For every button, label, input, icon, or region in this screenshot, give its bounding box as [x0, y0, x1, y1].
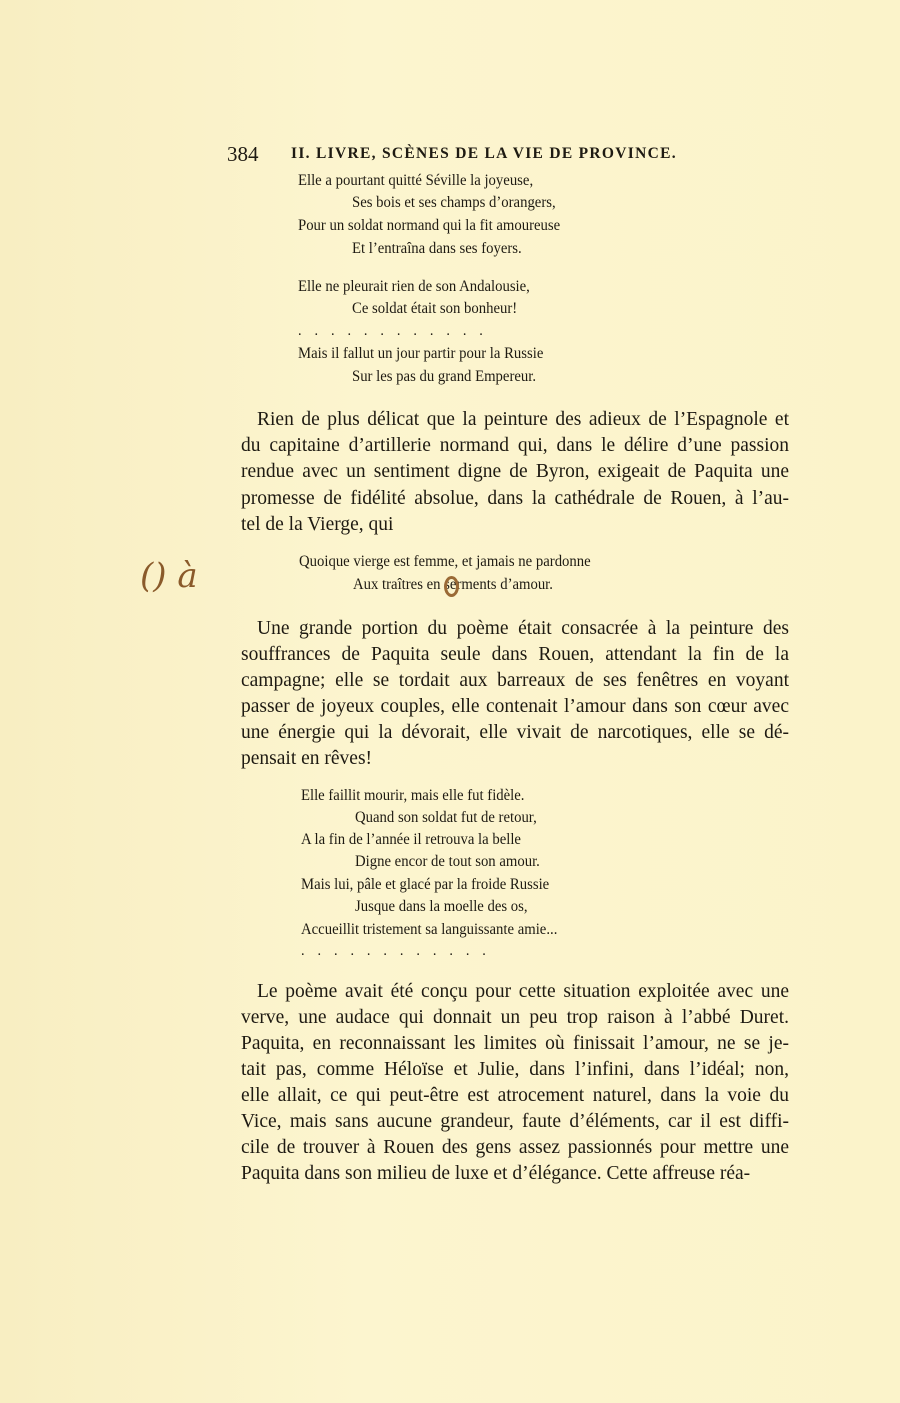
- prose-line: Vice, mais sans aucune grandeur, faute d’éléments, car il est diffi-: [241, 1111, 789, 1132]
- verse-line: Jusque dans la moelle des os,: [355, 898, 528, 915]
- prose-line: campagne; elle se tordait aux barreaux de ses fenêtres en voyant: [241, 670, 789, 691]
- prose-line: verve, une audace qui donnait un peu trop raison à l’abbé Duret.: [241, 1007, 789, 1028]
- prose-line: souffrances de Paquita seule dans Rouen, attendant la fin de la: [241, 644, 789, 665]
- verse-line: Ce soldat était son bonheur!: [352, 300, 518, 317]
- ellipsis-row: ............: [298, 323, 496, 339]
- verse-line: A la fin de l’année il retrouva la belle: [301, 831, 521, 848]
- prose-line: passer de joyeux couples, elle contenait l’amour dans son cœur avec: [241, 696, 789, 717]
- prose-line: une énergie qui la dévorait, elle vivait de narcotiques, elle se dé-: [241, 722, 789, 743]
- verse-line: Quand son soldat fut de retour,: [355, 809, 537, 826]
- verse-line: Digne encor de tout son amour.: [355, 853, 540, 870]
- verse-line: Elle faillit mourir, mais elle fut fidèle.: [301, 787, 525, 804]
- prose-line: elle allait, ce qui peut-être est atrocement naturel, dans la voie du: [241, 1085, 789, 1106]
- verse-line: Aux traîtres en serments d’amour.: [353, 576, 553, 593]
- verse-line: Mais il fallut un jour partir pour la Russie: [298, 345, 544, 362]
- prose-line: tait pas, comme Héloïse et Julie, dans l’infini, dans l’idéal; non,: [241, 1059, 789, 1080]
- verse-line: Quoique vierge est femme, et jamais ne pardonne: [299, 553, 591, 570]
- verse-line: Pour un soldat normand qui la fit amoureuse: [298, 217, 561, 234]
- handwritten-margin-note: () à: [140, 556, 198, 596]
- prose-line: Le poème avait été conçu pour cette situation exploitée avec une: [257, 981, 789, 1002]
- prose-line: pensait en rêves!: [241, 748, 373, 769]
- prose-line: Rien de plus délicat que la peinture des adieux de l’Espagnole et: [257, 409, 789, 430]
- verse-line: Elle a pourtant quitté Séville la joyeuse,: [298, 172, 534, 189]
- verse-line: Ses bois et ses champs d’orangers,: [352, 194, 556, 211]
- verse-line: Et l’entraîna dans ses foyers.: [352, 240, 522, 257]
- prose-line: promesse de fidélité absolue, dans la cathédrale de Rouen, à l’au-: [241, 488, 789, 509]
- running-title: II. LIVRE, SCÈNES DE LA VIE DE PROVINCE.: [291, 145, 677, 162]
- prose-line: Paquita, en reconnaissant les limites où finissait l’amour, ne se je-: [241, 1033, 789, 1054]
- ellipsis-row: ............: [301, 943, 499, 959]
- ink-circle-mark: [444, 576, 459, 597]
- verse-line: Elle ne pleurait rien de son Andalousie,: [298, 278, 530, 295]
- page-number: 384: [227, 142, 259, 166]
- prose-line: cile de trouver à Rouen des gens assez passionnés pour mettre une: [241, 1137, 789, 1158]
- prose-line: Paquita dans son milieu de luxe et d’élégance. Cette affreuse réa-: [241, 1163, 751, 1184]
- verse-line: Sur les pas du grand Empereur.: [352, 368, 537, 385]
- prose-line: tel de la Vierge, qui: [241, 514, 394, 535]
- verse-line: Mais lui, pâle et glacé par la froide Russie: [301, 876, 550, 893]
- prose-line: Une grande portion du poème était consacrée à la peinture des: [257, 618, 789, 639]
- prose-line: rendue avec un sentiment digne de Byron, exigeait de Paquita une: [241, 461, 789, 482]
- verse-line: Accueillit tristement sa languissante amie...: [301, 921, 558, 938]
- prose-line: du capitaine d’artillerie normand qui, dans le délire d’une passion: [241, 435, 789, 456]
